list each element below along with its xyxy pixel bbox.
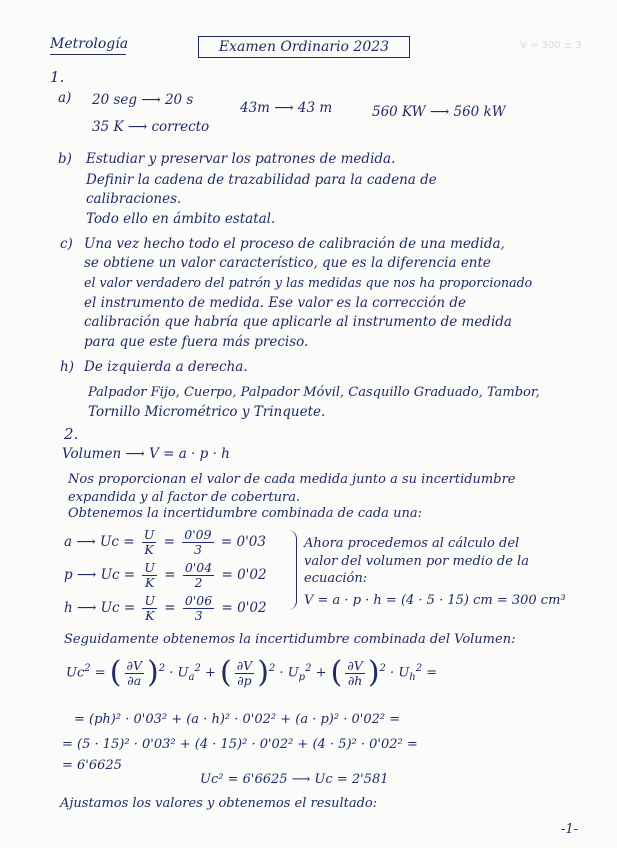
q1c-label: c) [60,236,73,252]
uncertainty-row-a: a ⟶ Uc = $\frac{U}{K}$ = $\frac{0'09}{3}$ = 0'03 [64,527,266,557]
q1b-label: b) [58,151,72,167]
q1a-item-3: 560 KW ⟶ 560 kW [372,104,506,120]
equation-line-2: = (5 · 15)² · 0'03² + (4 · 15)² · 0'02² + (4 · 5)² · 0'02² = [62,737,418,752]
q1h-label: h) [60,359,74,375]
q2-number: 2. [64,425,79,443]
uncertainty-row-p: p ⟶ Uc = $\frac{U}{K}$ = $\frac{0'04}{2}$ = 0'02 [64,560,267,590]
equation-line-3: = 6'6625 [62,758,122,773]
q1a-item-4: 35 K ⟶ correcto [92,119,210,135]
uncertainty-row-h: h ⟶ Uc = $\frac{U}{K}$ = $\frac{0'06}{3}$ = 0'02 [64,593,267,623]
q1c-line-5: calibración que habría que aplicarle al instrumento de medida [84,314,512,330]
equation-line-1: = (ph)² · 0'03² + (a · h)² · 0'02² + (a · p)² · 0'02² = [74,712,401,727]
q1a-item-1: 20 seg ⟶ 20 s [92,92,194,108]
q1b-line-3: calibraciones. [86,191,182,207]
q1c-line-1: Una vez hecho todo el proceso de calibración de una medida, [84,236,505,252]
side-note-line-3: ecuación: [304,571,368,586]
exam-title-box: Examen Ordinario 2023 [198,36,410,58]
subject-title: Metrología [50,36,129,52]
q1b-line-2: Definir la cadena de trazabilidad para la cadena de [86,172,437,188]
q1a-item-2: 43m ⟶ 43 m [240,100,333,116]
q1b-line-4: Todo ello en ámbito estatal. [86,211,276,227]
q1c-line-2: se obtiene un valor característico, que es la diferencia ente [84,255,491,271]
grouping-bracket [288,530,297,610]
volume-formula: Volumen ⟶ V = a · p · h [62,446,230,462]
q1c-line-4: el instrumento de medida. Ese valor es la corrección de [84,295,466,311]
combined-intro: Seguidamente obtenemos la incertidumbre combinada del Volumen: [64,632,516,647]
q2-intro-line-3: Obtenemos la incertidumbre combinada de cada una: [68,506,422,521]
q2-intro-line-1: Nos proporcionan el valor de cada medida junto a su incertidumbre [68,472,516,487]
combined-uncertainty-equation: $Uc^2$ = ( $\frac{\partial V}{\partial a}$ )$^2 \cdot U_a^2$ + ( $\frac{\partial V}{\partial p}$ )$^2 \cdot U_p^2$ + ( $\frac{\partial V}{\partial h}$ )$^2 \cdot U_h^2$ = [66,655,438,690]
q1-number: 1. [50,68,65,86]
side-note-line-1: Ahora procedemos al cálculo del [304,536,520,551]
volume-result: V = a · p · h = (4 · 5 · 15) cm = 300 cm³ [304,593,566,608]
q2-intro-line-2: expandida y al factor de cobertura. [68,490,301,505]
q1h-line-2: Palpador Fijo, Cuerpo, Palpador Móvil, Casquillo Graduado, Tambor, [88,385,540,400]
q1a-label: a) [58,90,72,106]
q1h-line-3: Tornillo Micrométrico y Trinquete. [88,404,326,420]
q1c-line-6: para que este fuera más preciso. [84,334,309,350]
q1h-line-1: De izquierda a derecha. [84,359,248,375]
final-uncertainty: Uc² = 6'6625 ⟶ Uc = 2'581 [200,772,389,787]
subject-underline [50,54,126,55]
bleed-through-text: V = 300 ± 3 [520,40,582,51]
closing-line: Ajustamos los valores y obtenemos el resultado: [60,796,378,811]
side-note-line-2: valor del volumen por medio de la [304,554,529,569]
q1c-line-3: el valor verdadero del patrón y las medidas que nos ha proporcionado [84,275,533,290]
q1b-line-1: Estudiar y preservar los patrones de medida. [86,151,396,167]
page-number: -1- [561,822,579,837]
